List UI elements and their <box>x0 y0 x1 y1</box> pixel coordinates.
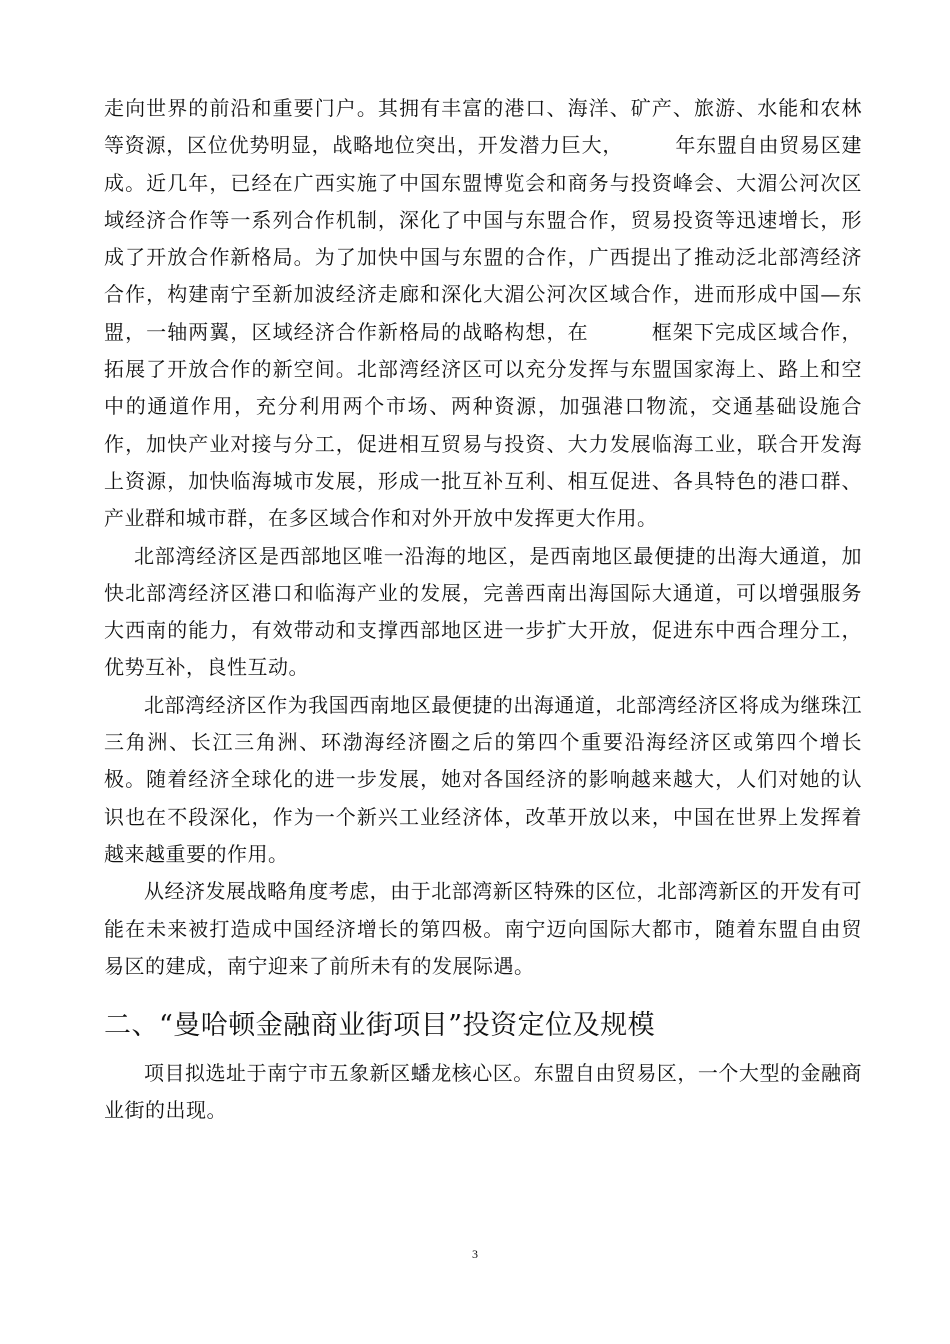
document-page <box>104 90 862 1130</box>
paragraph-fourth-growth-pole: 北部湾经济区作为我国西南地区最便捷的出海通道，北部湾经济区将成为继珠江三角洲、长江三角洲、环渤海经济圈之后的第四个重要沿海经济区或第四个增长极。随着经济全球化的进一步发展，她对各国经济的影响越来越大，人们对她的认识也在不段深化，作为一个新兴工业经济体，改革开放以来，中国在世界上发挥着越来越重要的作用。 <box>104 692 862 866</box>
page-number: 3 <box>472 1247 478 1261</box>
section-heading: 二、“曼哈顿金融商业街项目”投资定位及规模 <box>104 1010 656 1042</box>
paragraph-intro: 走向世界的前沿和重要门户。其拥有丰富的港口、海洋、矿产、旅游、水能和农林等资源，区位优势明显，战略地位突出，开发潜力巨大， 年东盟自由贸易区建成。近几年，已经在广西实施了中国东盟博览会和商务与投资峰会、大湄公河次区域经济合作等一系列合作机制，深化了中国与东盟合作，贸易投资等迅速增长，形成了开放合作新格局。为了加快中国与东盟的合作，广西提出了推动泛北部湾经济合作，构建南宁至新加波经济走廊和深化大湄公河次区域合作，进而形成中国—东盟，一轴两翼，区域经济合作新格局的战略构想，在 框架下完成区域合作，拓展了开放合作的新空间。北部湾经济区可以充分发挥与东盟国家海上、路上和空中的通道作用，充分利用两个市场、两种资源，加强港口物流，交通基础设施合作，加快产业对接与分工，促进相互贸易与投资、大力发展临海工业，联合开发海上资源，加快临海城市发展，形成一批互补互利、相互促进、各具特色的港口群、产业群和城市群，在多区域合作和对外开放中发挥更大作用。 <box>104 96 862 531</box>
paragraph-strategy: 从经济发展战略角度考虑，由于北部湾新区特殊的区位，北部湾新区的开发有可能在未来被打造成中国经济增长的第四极。南宁迈向国际大都市，随着东盟自由贸易区的建成，南宁迎来了前所未有的发展际遇。 <box>104 879 862 978</box>
paragraph-beibu-gulf-coastal: 北部湾经济区是西部地区唯一沿海的地区，是西南地区最便捷的出海大通道，加快北部湾经济区港口和临海产业的发展，完善西南出海国际大通道，可以增强服务大西南的能力，有效带动和支撑西部地区进一步扩大开放，促进东中西合理分工，优势互补，良性互动。 <box>104 543 862 680</box>
paragraph-project-site: 项目拟选址于南宁市五象新区蟠龙核心区。东盟自由贸易区，一个大型的金融商业街的出现。 <box>104 1061 862 1123</box>
